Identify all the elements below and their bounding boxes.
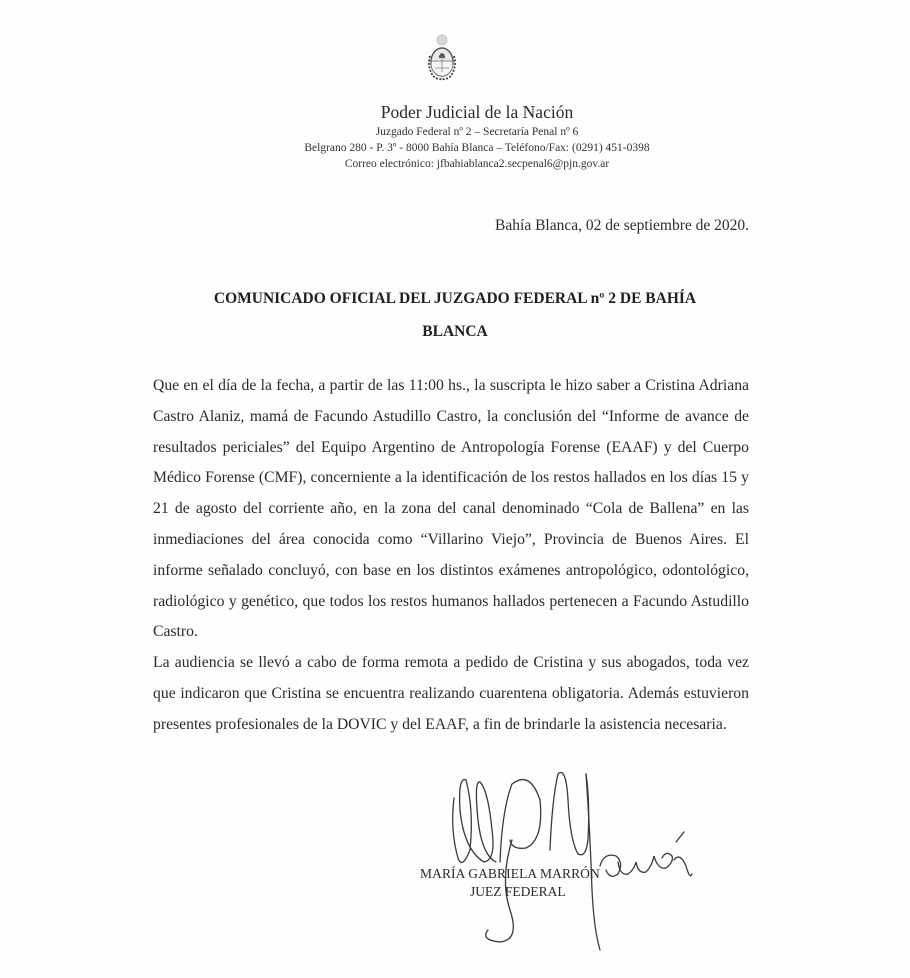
document-body xyxy=(153,371,749,741)
handwritten-signature-icon xyxy=(440,770,740,960)
court-line: Juzgado Federal nº 2 – Secretaría Penal nº 6 xyxy=(375,126,579,138)
body-paragraph: Que en el día de la fecha, a partir de las 11:00 hs., la suscripta le hizo saber a Cristina Adriana Castro Alaniz, mamá de Facundo Astudillo Castro, la conclusión del “Informe de avance de resultados periciales” del Equipo Argentino de Antropología Forense (EAAF) y del Cuerpo Médico Forense (CMF), concerniente a la identificación de los restos hallados en los días 15 y 21 de agosto del corriente año, en la zona del canal denominado “Cola de Ballena” en las inmediaciones del área conocida como “Villarino Viejo”, Provincia de Buenos Aires. El informe señalado concluyó, con base en los distintos exámenes antropológico, odontológico, radiológico y genético, que todos los restos humanos hallados pertenecen a Facundo Astudillo Castro. xyxy=(153,377,749,641)
document-title-line2: BLANCA xyxy=(422,323,488,340)
institution-name: Poder Judicial de la Nación xyxy=(380,102,574,122)
document-date: Bahía Blanca, 02 de septiembre de 2020. xyxy=(495,217,749,234)
signatory-name: MARÍA GABRIELA MARRÓN xyxy=(420,866,600,881)
signatory-title: JUEZ FEDERAL xyxy=(470,884,566,899)
argentina-coat-of-arms-icon xyxy=(423,32,461,88)
address-line: Belgrano 280 - P. 3º - 8000 Bahía Blanca – Teléfono/Fax: (0291) 451-0398 xyxy=(304,142,650,154)
document-title xyxy=(0,282,910,348)
document-title-line1: COMUNICADO OFICIAL DEL JUZGADO FEDERAL nº 2 DE BAHÍA xyxy=(213,290,697,307)
email-line: Correo electrónico: jfbahiablanca2.secpenal6@pjn.gov.ar xyxy=(344,158,610,170)
body-paragraph: La audiencia se llevó a cabo de forma remota a pedido de Cristina y sus abogados, toda vez que indicaron que Cristina se encuentra realizando cuarentena obligatoria. Además estuvieron presentes profesionales de la DOVIC y del EAAF, a fin de brindarle la asistencia necesaria. xyxy=(153,654,749,733)
